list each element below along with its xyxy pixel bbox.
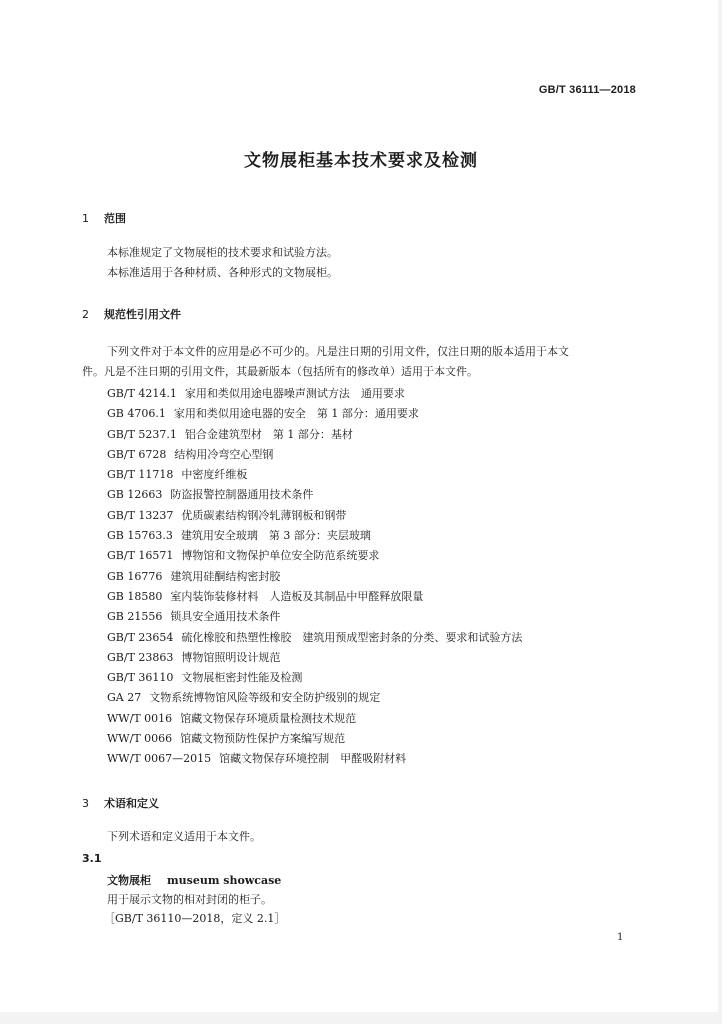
- term-entry: [107, 872, 281, 888]
- reference-title: 博物馆照明设计规范: [181, 650, 281, 664]
- reference-item: [107, 607, 522, 627]
- term-source: ［GB/T 36110—2018，定义 2.1］: [104, 912, 286, 925]
- reference-item: [107, 425, 522, 445]
- reference-item: [107, 384, 522, 404]
- section-2-intro-line-2: 件。凡是不注日期的引用文件，其最新版本（包括所有的修改单）适用于本文件。: [82, 365, 478, 378]
- reference-title: 锁具安全通用技术条件: [170, 610, 281, 624]
- standard-code: GB/T 36111—2018: [538, 84, 636, 96]
- reference-item: [107, 749, 522, 769]
- reference-item: [107, 628, 522, 648]
- reference-title: 中密度纤维板: [181, 468, 248, 482]
- reference-code: GB/T 5237.1: [107, 427, 177, 441]
- reference-item: [107, 668, 522, 688]
- reference-code: GB/T 16571: [107, 549, 174, 563]
- section-1-heading: [82, 210, 126, 226]
- reference-title: 建筑用安全玻璃 第 3 部分：夹层玻璃: [180, 529, 371, 543]
- section-2-intro-line-1: 下列文件对于本文件的应用是必不可少的。凡是注日期的引用文件，仅注日期的版本适用于本文: [107, 345, 569, 358]
- section-number: 3: [82, 797, 89, 810]
- reference-item: [107, 546, 522, 566]
- reference-code: GB/T 36110: [107, 671, 174, 685]
- section-title: 规范性引用文件: [104, 308, 181, 321]
- reference-code: GB 4706.1: [107, 407, 166, 421]
- reference-code: WW/T 0067—2015: [107, 752, 212, 766]
- reference-code: WW/T 0066: [107, 732, 173, 746]
- document-title: 文物展柜基本技术要求及检测: [244, 151, 478, 171]
- section-number: 2: [82, 308, 89, 321]
- section-title: 范围: [104, 212, 126, 225]
- reference-title: 防盗报警控制器通用技术条件: [170, 488, 314, 502]
- reference-item: [107, 729, 522, 749]
- reference-item: [107, 567, 522, 587]
- reference-title: 馆藏文物预防性保护方案编写规范: [180, 732, 346, 746]
- reference-item: [107, 445, 522, 465]
- clause-number: 3.1: [82, 852, 102, 865]
- section-1-line-2: 本标准适用于各种材质、各种形式的文物展柜。: [107, 266, 338, 279]
- reference-title: 家用和类似用途电器的安全 第 1 部分：通用要求: [173, 407, 419, 421]
- reference-item: [107, 648, 522, 668]
- reference-code: GB 16776: [107, 569, 163, 583]
- section-2-heading: [82, 306, 181, 322]
- reference-title: 室内装饰装修材料 人造板及其制品中甲醛释放限量: [170, 589, 424, 603]
- term-chinese: 文物展柜: [107, 874, 151, 887]
- reference-title: 铝合金建筑型材 第 1 部分：基材: [184, 427, 353, 441]
- reference-item: [107, 709, 522, 729]
- reference-code: GB 15763.3: [107, 529, 173, 543]
- reference-title: 馆藏文物保存环境质量检测技术规范: [180, 711, 357, 725]
- reference-code: GA 27: [107, 691, 142, 705]
- section-title: 术语和定义: [104, 797, 159, 810]
- section-3-heading: [82, 795, 159, 811]
- page-number: 1: [617, 932, 624, 943]
- reference-code: GB 12663: [107, 488, 163, 502]
- reference-code: GB 18580: [107, 589, 163, 603]
- section-number: 1: [82, 212, 89, 225]
- reference-title: 建筑用硅酮结构密封胶: [170, 569, 281, 583]
- term-english: museum showcase: [167, 874, 282, 887]
- reference-code: GB/T 13237: [107, 508, 174, 522]
- reference-title: 文物系统博物馆风险等级和安全防护级别的规定: [149, 691, 381, 705]
- reference-item: [107, 506, 522, 526]
- reference-code: GB/T 23654: [107, 630, 174, 644]
- reference-code: GB 21556: [107, 610, 163, 624]
- term-definition: 用于展示文物的相对封闭的柜子。: [107, 893, 272, 906]
- reference-item: [107, 404, 522, 424]
- reference-title: 博物馆和文物保护单位安全防范系统要求: [181, 549, 380, 563]
- reference-item: [107, 465, 522, 485]
- reference-item: [107, 485, 522, 505]
- reference-code: GB/T 11718: [107, 468, 174, 482]
- reference-item: [107, 587, 522, 607]
- reference-title: 家用和类似用途电器噪声测试方法 通用要求: [184, 387, 405, 400]
- reference-code: GB/T 23863: [107, 650, 174, 664]
- reference-title: 结构用冷弯空心型钢: [174, 447, 274, 461]
- reference-title: 硫化橡胶和热塑性橡胶 建筑用预成型密封条的分类、要求和试验方法: [181, 630, 523, 644]
- reference-item: [107, 526, 522, 546]
- reference-code: GB/T 4214.1: [107, 387, 177, 400]
- reference-title: 馆藏文物保存环境控制 甲醛吸附材料: [219, 752, 407, 766]
- normative-reference-list: [107, 384, 522, 770]
- reference-item: [107, 688, 522, 708]
- reference-title: 优质碳素结构钢冷轧薄钢板和钢带: [181, 508, 347, 522]
- reference-code: WW/T 0016: [107, 711, 173, 725]
- section-1-line-1: 本标准规定了文物展柜的技术要求和试验方法。: [107, 246, 338, 259]
- section-3-intro: 下列术语和定义适用于本文件。: [107, 830, 261, 843]
- reference-code: GB/T 6728: [107, 447, 167, 461]
- reference-title: 文物展柜密封性能及检测: [181, 671, 303, 685]
